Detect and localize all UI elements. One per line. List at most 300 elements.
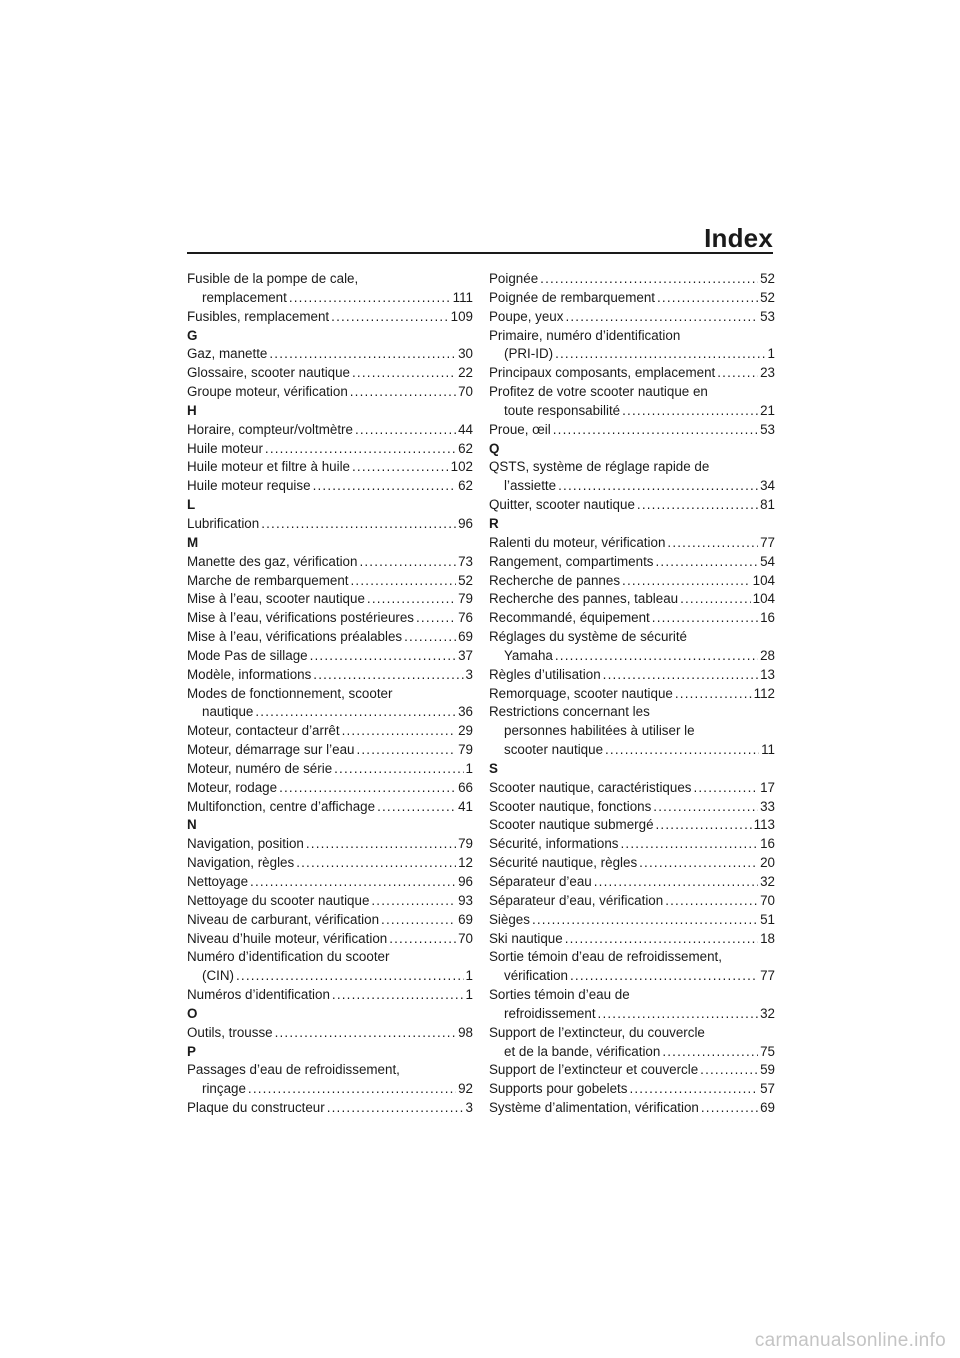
index-entry-text: Profitez de votre scooter nautique en: [489, 384, 708, 400]
index-entry-text: Numéro d’identification du scooter: [187, 949, 390, 965]
index-entry: [489, 967, 775, 986]
dot-leader: [352, 364, 456, 383]
dot-leader: [629, 1080, 758, 1099]
index-entry-page: 79: [458, 591, 473, 607]
dot-leader: [248, 1080, 456, 1099]
index-entry-page: 79: [458, 742, 473, 758]
index-entry-page: 37: [458, 647, 473, 663]
index-entry-text: Nettoyage du scooter nautique: [187, 892, 370, 908]
index-entry: [187, 383, 473, 402]
dot-leader: [356, 741, 456, 760]
dot-leader: [313, 666, 463, 685]
index-entry: [187, 722, 473, 741]
index-entry-page: 73: [458, 553, 473, 569]
index-entry: [187, 779, 473, 798]
index-entry-text: Mise à l’eau, vérifications postérieures: [187, 610, 415, 626]
index-entry: [489, 327, 775, 346]
index-entry-page: 66: [458, 779, 473, 795]
dot-leader: [675, 685, 752, 704]
index-entry-page: 11: [761, 742, 775, 758]
index-entry: [489, 345, 775, 364]
index-entry-text: O: [187, 1005, 198, 1021]
index-entry-page: 102: [450, 459, 473, 475]
index-entry: [187, 421, 473, 440]
index-entry-page: 53: [760, 421, 775, 437]
index-entry: [489, 948, 775, 967]
index-entry: [187, 892, 473, 911]
index-entry-page: 69: [760, 1100, 775, 1116]
index-entry-text: Glossaire, scooter nautique: [187, 365, 351, 381]
index-entry: [489, 798, 775, 817]
index-entry-page: 59: [760, 1062, 775, 1078]
index-entry-text: Poignée de rembarquement: [489, 289, 656, 305]
index-entry-page: 1: [465, 968, 473, 984]
index-entry-text: Scooter nautique, fonctions: [489, 798, 652, 814]
index-entry-page: 32: [760, 1005, 775, 1021]
index-entry-page: 52: [760, 271, 775, 286]
index-entry: [187, 647, 473, 666]
dot-leader: [381, 911, 456, 930]
index-entry-text: Huile moteur: [187, 440, 263, 456]
index-entry-page: 76: [458, 610, 473, 626]
index-entry-text: Fusibles, remplacement: [187, 308, 330, 324]
index-entry: [489, 835, 775, 854]
index-entry-page: 52: [760, 289, 775, 305]
dot-leader: [331, 308, 449, 327]
index-entry: [489, 289, 775, 308]
dot-leader: [700, 1061, 758, 1080]
index-entry: [489, 364, 775, 383]
dot-leader: [255, 703, 456, 722]
dot-leader: [371, 892, 456, 911]
index-entry: [187, 703, 473, 722]
index-entry-text: Niveau d’huile moteur, vérification: [187, 930, 388, 946]
index-entry: [187, 270, 473, 289]
index-entry: [187, 685, 473, 704]
index-entry-text: rinçage: [202, 1081, 246, 1097]
dot-leader: [350, 383, 456, 402]
index-entry-text: l’assiette: [504, 478, 557, 494]
dot-leader: [693, 779, 758, 798]
index-entry-text: Niveau de carburant, vérification: [187, 911, 380, 927]
dot-leader: [377, 798, 456, 817]
index-letter-heading: [187, 1043, 473, 1062]
index-entry-text: Sorties témoin d’eau de: [489, 987, 630, 1003]
dot-leader: [306, 835, 456, 854]
index-entry: [489, 1024, 775, 1043]
dot-leader: [265, 440, 456, 459]
dot-leader: [327, 1099, 464, 1118]
dot-leader: [261, 515, 456, 534]
index-entry-text: M: [187, 534, 199, 550]
index-entry-text: Q: [489, 440, 500, 456]
dot-leader: [662, 1043, 758, 1062]
index-entry: [187, 741, 473, 760]
index-entry-text: Sécurité nautique, règles: [489, 855, 638, 871]
index-entry-page: 22: [458, 365, 473, 381]
index-entry-text: Primaire, numéro d’identification: [489, 327, 681, 343]
index-letter-heading: [187, 1005, 473, 1024]
index-entry-page: 77: [760, 534, 775, 550]
index-entry-page: 69: [458, 911, 473, 927]
index-entry-text: Recherche des pannes, tableau: [489, 591, 679, 607]
index-entry-page: 29: [458, 723, 473, 739]
index-entry-text: Séparateur d’eau, vérification: [489, 892, 664, 908]
index-entry-text: Principaux composants, emplacement: [489, 365, 716, 381]
index-entry-page: 70: [458, 930, 473, 946]
index-entry-text: Navigation, règles: [187, 855, 295, 871]
index-entry-page: 69: [458, 629, 473, 645]
index-entry-text: personnes habilitées à utiliser le: [504, 723, 695, 739]
index-entry: [187, 289, 473, 308]
index-entry-page: 28: [760, 647, 775, 663]
dot-leader: [351, 572, 457, 591]
index-letter-heading: [187, 327, 473, 346]
index-entry-text: Recherche de pannes: [489, 572, 621, 588]
dot-leader: [667, 534, 758, 553]
dot-leader: [553, 421, 758, 440]
index-entry: [187, 345, 473, 364]
index-entry-text: Moteur, numéro de série: [187, 760, 333, 776]
dot-leader: [289, 289, 451, 308]
index-entry: [187, 590, 473, 609]
index-entry-text: Huile moteur requise: [187, 478, 311, 494]
index-entry-text: Moteur, contacteur d’arrêt: [187, 723, 340, 739]
index-entry: [187, 986, 473, 1005]
index-entry-page: 1: [767, 346, 775, 362]
dot-leader: [565, 308, 758, 327]
index-column-left: [187, 270, 473, 1118]
index-entry-text: Gaz, manette: [187, 346, 268, 362]
index-entry: [489, 1043, 775, 1062]
index-entry: [489, 534, 775, 553]
index-entry-page: 70: [760, 892, 775, 908]
index-entry-text: Support de l’extincteur, du couvercle: [489, 1024, 705, 1040]
index-entry: [187, 609, 473, 628]
index-entry-page: 44: [458, 421, 473, 437]
index-entry: [187, 1024, 473, 1043]
index-entry-page: 104: [752, 572, 775, 588]
dot-leader: [555, 345, 765, 364]
index-entry: [489, 477, 775, 496]
index-entry-text: Remorquage, scooter nautique: [489, 685, 673, 701]
index-entry: [489, 1080, 775, 1099]
index-entry-text: Manette des gaz, vérification: [187, 553, 358, 569]
index-entry-text: Huile moteur et filtre à huile: [187, 459, 350, 475]
dot-leader: [296, 854, 456, 873]
dot-leader: [532, 911, 758, 930]
index-entry: [489, 609, 775, 628]
index-entry: [187, 364, 473, 383]
dot-leader: [313, 477, 457, 496]
index-entry-text: nautique: [202, 704, 254, 720]
index-entry: [187, 515, 473, 534]
index-entry: [187, 572, 473, 591]
index-entry-text: Scooter nautique submergé: [489, 817, 654, 833]
index-letter-heading: [489, 515, 775, 534]
index-entry-text: Horaire, compteur/voltmètre: [187, 421, 353, 437]
index-entry-page: 75: [760, 1043, 775, 1059]
index-entry: [489, 270, 775, 289]
dot-leader: [565, 930, 758, 949]
index-entry: [489, 666, 775, 685]
index-entry: [489, 930, 775, 949]
index-entry-page: 21: [760, 402, 775, 418]
index-entry: [489, 421, 775, 440]
index-entry: [489, 873, 775, 892]
index-entry-page: 98: [458, 1024, 473, 1040]
dot-leader: [701, 1099, 758, 1118]
index-entry-text: Proue, œil: [489, 421, 551, 437]
index-entry: [187, 798, 473, 817]
index-entry-page: 3: [465, 666, 473, 682]
index-letter-heading: [187, 534, 473, 553]
index-entry-text: Système d’alimentation, vérification: [489, 1100, 699, 1116]
index-entry: [187, 666, 473, 685]
index-entry-page: 32: [760, 874, 775, 889]
dot-leader: [665, 892, 758, 911]
index-entry: [489, 703, 775, 722]
index-entry-text: P: [187, 1043, 196, 1059]
index-entry: [489, 854, 775, 873]
index-entry-text: Poupe, yeux: [489, 308, 564, 324]
index-letter-heading: [489, 440, 775, 459]
index-entry: [187, 911, 473, 930]
index-entry-page: 113: [753, 817, 775, 833]
index-letter-heading: [187, 402, 473, 421]
index-entry: [489, 1061, 775, 1080]
index-entry-text: Règles d’utilisation: [489, 666, 601, 682]
index-entry-page: 1: [465, 987, 473, 1003]
index-entry: [489, 1005, 775, 1024]
dot-leader: [250, 873, 456, 892]
index-letter-heading: [187, 496, 473, 515]
index-entry-page: 52: [458, 572, 473, 588]
page-title: Index: [704, 223, 773, 253]
index-entry: [187, 553, 473, 572]
index-entry-text: Ski nautique: [489, 930, 563, 946]
index-entry-text: (CIN): [202, 968, 234, 984]
index-entry-text: Marche de rembarquement: [187, 572, 349, 588]
index-entry-page: 62: [458, 478, 473, 494]
title-rule: [187, 252, 773, 254]
index-entry: [489, 628, 775, 647]
index-entry-text: S: [489, 760, 498, 776]
dot-leader: [416, 609, 456, 628]
index-entry-text: Recommandé, équipement: [489, 610, 650, 626]
dot-leader: [342, 722, 457, 741]
index-entry-text: scooter nautique: [504, 742, 604, 758]
index-entry: [489, 402, 775, 421]
dot-leader: [717, 364, 758, 383]
index-entry-text: Restrictions concernant les: [489, 704, 650, 720]
index-entry-text: Modèle, informations: [187, 666, 312, 682]
index-entry: [489, 1099, 775, 1118]
index-entry-page: 53: [760, 308, 775, 324]
index-entry-page: 96: [458, 874, 473, 889]
index-entry-page: 23: [760, 365, 775, 381]
index-entry: [489, 553, 775, 572]
index-entry-text: Passages d’eau de refroidissement,: [187, 1062, 400, 1078]
index-entry-text: Plaque du constructeur: [187, 1100, 325, 1116]
dot-leader: [598, 1005, 759, 1024]
index-entry: [187, 308, 473, 327]
index-column-right: [489, 270, 775, 1118]
dot-leader: [332, 986, 464, 1005]
index-entry-page: 112: [753, 685, 775, 701]
dot-leader: [359, 553, 456, 572]
index-entry: [489, 741, 775, 760]
index-entry-page: 36: [458, 704, 473, 720]
index-entry-text: vérification: [504, 968, 569, 984]
index-entry: [489, 911, 775, 930]
index-entry: [489, 986, 775, 1005]
index-entry: [489, 572, 775, 591]
dot-leader: [275, 1024, 457, 1043]
index-entry: [489, 458, 775, 477]
dot-leader: [540, 270, 758, 289]
index-entry: [187, 854, 473, 873]
index-entry: [187, 477, 473, 496]
dot-leader: [637, 496, 758, 515]
index-entry: [489, 496, 775, 515]
dot-leader: [652, 609, 758, 628]
index-entry: [489, 722, 775, 741]
dot-leader: [622, 572, 751, 591]
index-entry-text: Yamaha: [504, 647, 553, 663]
index-entry-text: Réglages du système de sécurité: [489, 629, 687, 645]
index-entry-page: 54: [760, 553, 775, 569]
index-entry-text: Moteur, rodage: [187, 779, 278, 795]
index-entry-text: Mode Pas de sillage: [187, 647, 308, 663]
dot-leader: [605, 741, 759, 760]
index-entry-page: 20: [760, 855, 775, 871]
index-entry-page: 33: [760, 798, 775, 814]
index-entry-text: Rangement, compartiments: [489, 553, 654, 569]
index-entry: [489, 779, 775, 798]
index-entry-page: 13: [760, 666, 775, 682]
index-entry-text: Modes de fonctionnement, scooter: [187, 685, 393, 701]
index-entry-text: et de la bande, vérification: [504, 1043, 661, 1059]
dot-leader: [279, 779, 456, 798]
index-entry-text: toute responsabilité: [504, 402, 621, 418]
index-entry-text: Navigation, position: [187, 836, 304, 852]
index-entry-page: 12: [458, 855, 473, 871]
dot-leader: [655, 553, 758, 572]
dot-leader: [622, 402, 758, 421]
index-entry-text: Mise à l’eau, vérifications préalables: [187, 629, 403, 645]
index-entry-text: Ralenti du moteur, vérification: [489, 534, 666, 550]
index-entry-page: 34: [760, 478, 775, 494]
dot-leader: [367, 590, 456, 609]
index-entry-text: Scooter nautique, caractéristiques: [489, 779, 692, 795]
index-entry-text: Support de l’extincteur et couvercle: [489, 1062, 699, 1078]
index-entry-text: Groupe moteur, vérification: [187, 384, 348, 400]
index-entry-text: Séparateur d’eau: [489, 874, 592, 889]
index-entry: [489, 685, 775, 704]
index-entry-text: R: [489, 515, 499, 531]
index-entry: [187, 760, 473, 779]
index-entry-text: Nettoyage: [187, 874, 249, 889]
index-entry-text: N: [187, 817, 197, 833]
index-entry-text: Supports pour gobelets: [489, 1081, 628, 1097]
index-entry-text: Sièges: [489, 911, 530, 927]
dot-leader: [680, 590, 751, 609]
index-entry-page: 51: [760, 911, 775, 927]
index-entry: [187, 458, 473, 477]
index-entry: [187, 1080, 473, 1099]
index-entry: [187, 948, 473, 967]
index-entry-page: 70: [458, 384, 473, 400]
dot-leader: [236, 967, 464, 986]
index-entry-text: Multifonction, centre d’affichage: [187, 798, 376, 814]
index-entry-page: 96: [458, 515, 473, 531]
index-entry-text: Poignée: [489, 271, 539, 286]
index-entry-page: 104: [752, 591, 775, 607]
dot-leader: [404, 628, 456, 647]
index-entry: [489, 308, 775, 327]
index-entry-text: L: [187, 497, 196, 513]
index-entry: [187, 440, 473, 459]
index-entry-text: G: [187, 327, 198, 343]
index-entry-page: 1: [465, 760, 473, 776]
dot-leader: [310, 647, 457, 666]
dot-leader: [657, 289, 758, 308]
index-entry-page: 81: [760, 497, 775, 513]
index-entry-text: Sortie témoin d’eau de refroidissement,: [489, 949, 722, 965]
index-entry-page: 3: [465, 1100, 473, 1116]
index-entry: [187, 873, 473, 892]
dot-leader: [555, 647, 758, 666]
index-entry-text: Moteur, démarrage sur l’eau: [187, 742, 355, 758]
index-entry-text: QSTS, système de réglage rapide de: [489, 459, 710, 475]
index-entry-page: 16: [760, 836, 775, 852]
index-entry: [187, 835, 473, 854]
index-entry-text: Outils, trousse: [187, 1024, 273, 1040]
index-entry-page: 57: [760, 1081, 775, 1097]
dot-leader: [352, 458, 449, 477]
index-entry-text: Lubrification: [187, 515, 260, 531]
index-entry-text: Numéros d’identification: [187, 987, 330, 1003]
index-entry-text: Sécurité, informations: [489, 836, 619, 852]
index-entry-text: Fusible de la pompe de cale,: [187, 271, 359, 286]
index-entry: [187, 1099, 473, 1118]
dot-leader: [621, 835, 759, 854]
dot-leader: [639, 854, 758, 873]
dot-leader: [334, 760, 463, 779]
index-entry-text: (PRI-ID): [504, 346, 554, 362]
dot-leader: [603, 666, 758, 685]
index-entry-page: 16: [760, 610, 775, 626]
index-entry-page: 18: [760, 930, 775, 946]
watermark-footer: carmanualsonline.info: [754, 1330, 946, 1351]
index-entry: [489, 383, 775, 402]
index-entry: [187, 1061, 473, 1080]
index-entry: [187, 628, 473, 647]
index-entry-page: 41: [458, 798, 473, 814]
dot-leader: [269, 345, 456, 364]
index-entry: [187, 967, 473, 986]
index-entry-page: 77: [760, 968, 775, 984]
index-entry-page: 109: [450, 308, 473, 324]
dot-leader: [594, 873, 758, 892]
index-entry-page: 30: [458, 346, 473, 362]
index-entry-page: 17: [760, 779, 775, 795]
dot-leader: [570, 967, 758, 986]
index-entry-page: 79: [458, 836, 473, 852]
index-entry: [489, 892, 775, 911]
index-entry-text: Mise à l’eau, scooter nautique: [187, 591, 365, 607]
